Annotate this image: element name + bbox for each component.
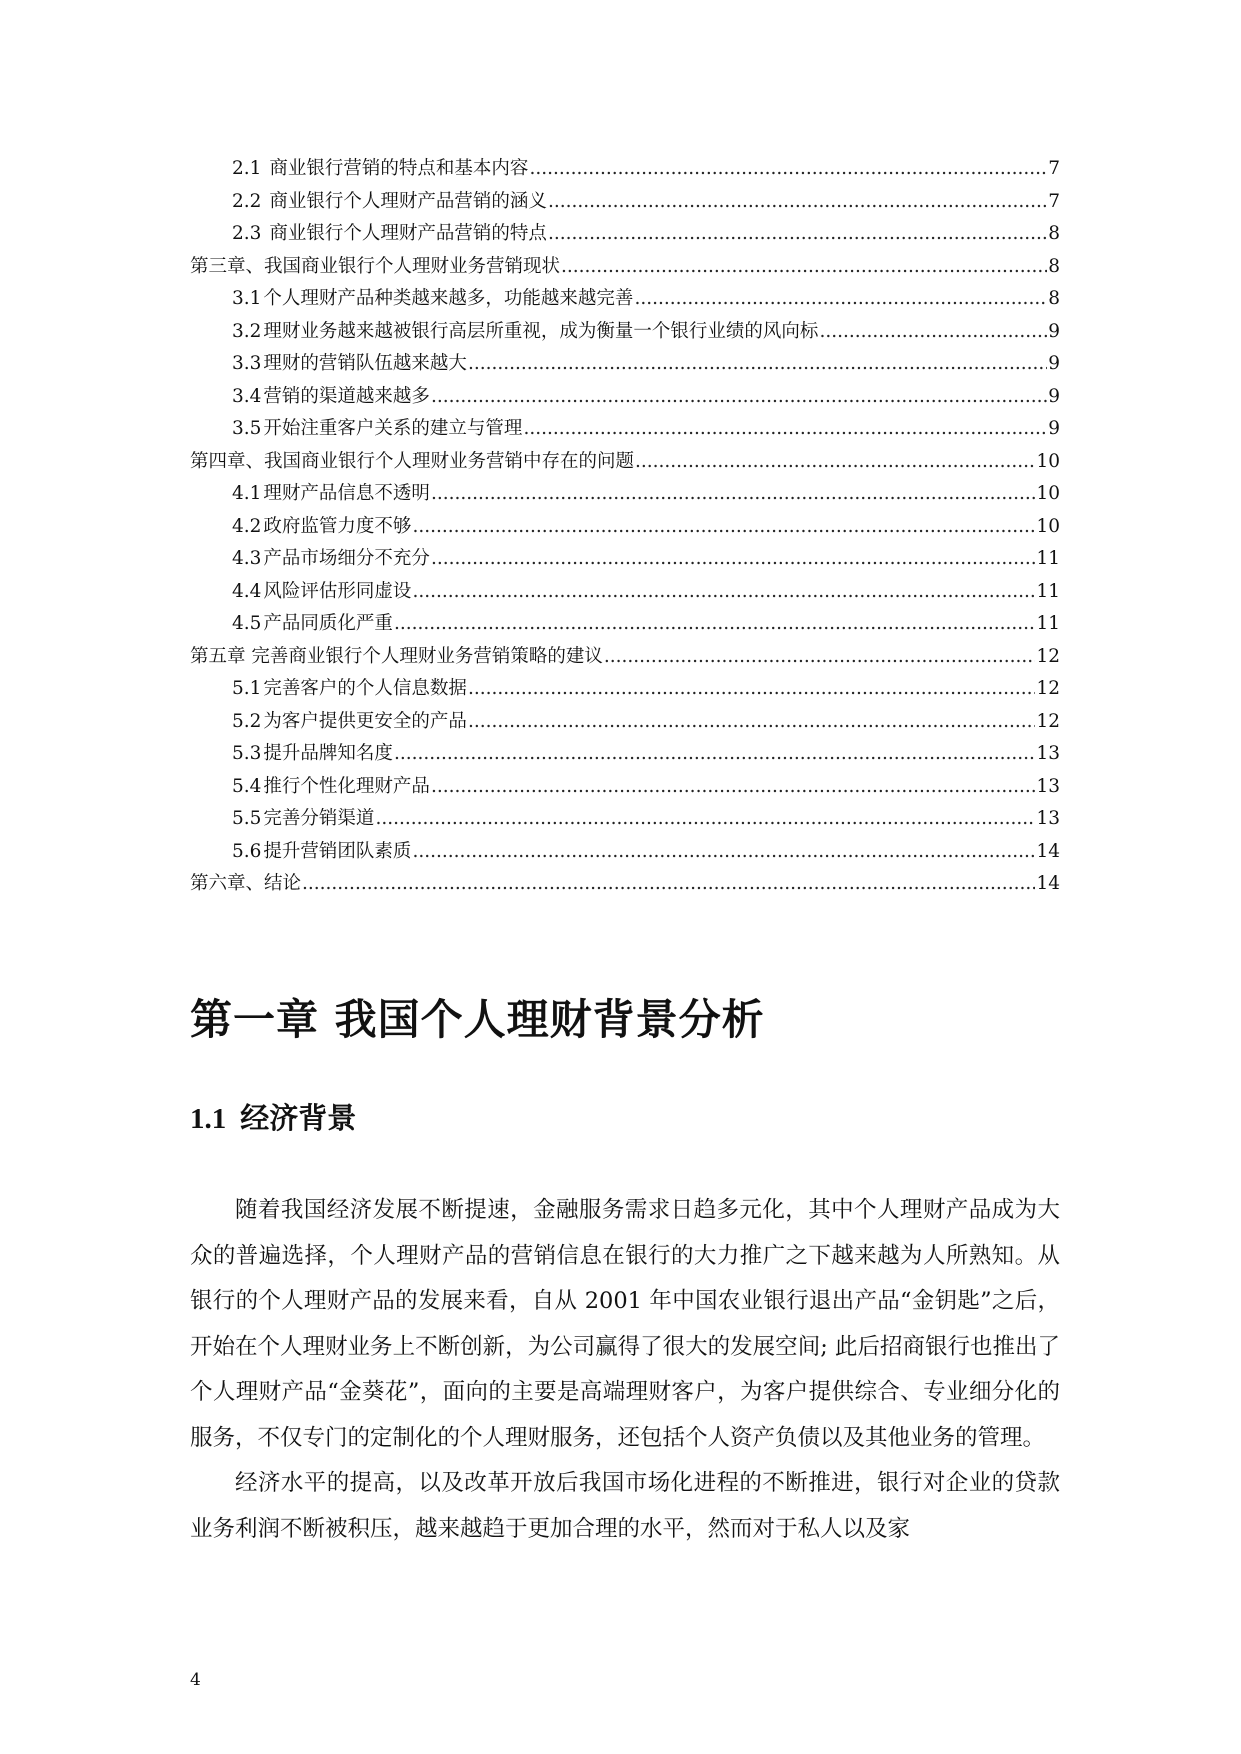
toc-dot-leader <box>431 381 1047 414</box>
toc-entry-page: 12 <box>1036 678 1060 699</box>
toc-entry[interactable] <box>190 868 1060 901</box>
section-heading-text: 经济背景 <box>240 1101 357 1135</box>
toc-entry-page: 10 <box>1036 450 1060 472</box>
toc-entry-title: 开始注重客户关系的建立与管理 <box>263 418 523 439</box>
toc-entry-title: 为客户提供更安全的产品 <box>263 710 467 732</box>
toc-entry[interactable] <box>190 446 1060 479</box>
toc-dot-leader <box>468 673 1036 706</box>
toc-entry-page: 12 <box>1036 710 1060 732</box>
toc-entry-title: 风险评估形同虚设 <box>263 580 412 602</box>
toc-entry-number: 4.4 <box>232 580 262 602</box>
table-of-contents <box>190 153 1060 901</box>
toc-entry[interactable] <box>190 153 1060 186</box>
toc-entry-number: 3.5 <box>232 418 262 439</box>
toc-entry-number: 3.1 <box>232 288 262 309</box>
toc-entry-title: 第四章、我国商业银行个人理财业务营销中存在的问题 <box>190 450 635 472</box>
toc-entry-page: 13 <box>1036 743 1060 764</box>
toc-dot-leader <box>394 608 1036 641</box>
toc-entry[interactable] <box>190 316 1060 349</box>
toc-entry[interactable] <box>190 608 1060 641</box>
toc-entry-title: 完善客户的个人信息数据 <box>263 678 467 699</box>
toc-dot-leader <box>529 153 1047 186</box>
toc-dot-leader <box>394 738 1036 771</box>
toc-dot-leader <box>412 576 1035 609</box>
toc-dot-leader <box>819 316 1047 349</box>
toc-entry[interactable] <box>190 413 1060 446</box>
toc-entry-page: 8 <box>1048 255 1060 277</box>
toc-entry-page: 9 <box>1048 385 1060 407</box>
toc-entry[interactable] <box>190 218 1060 251</box>
toc-entry[interactable] <box>190 771 1060 804</box>
toc-entry[interactable] <box>190 706 1060 739</box>
toc-entry[interactable] <box>190 511 1060 544</box>
toc-entry-title: 个人理财产品种类越来越多，功能越来越完善 <box>263 288 634 309</box>
toc-entry-title: 营销的渠道越来越多 <box>263 385 430 407</box>
toc-entry[interactable] <box>190 641 1060 674</box>
toc-entry[interactable] <box>190 738 1060 771</box>
toc-entry-title: 商业银行营销的特点和基本内容 <box>269 158 529 179</box>
toc-dot-leader <box>431 478 1036 511</box>
toc-entry[interactable] <box>190 381 1060 414</box>
toc-entry-page: 11 <box>1036 580 1060 602</box>
toc-entry-number: 4.1 <box>232 483 262 504</box>
section-number: 1.1 <box>190 1103 227 1135</box>
toc-entry-title: 第六章、结论 <box>190 873 302 894</box>
toc-entry-title: 第五章 完善商业银行个人理财业务营销策略的建议 <box>190 645 603 667</box>
toc-entry-page: 9 <box>1048 353 1060 374</box>
toc-dot-leader <box>548 186 1047 219</box>
toc-entry-title: 产品市场细分不充分 <box>263 548 430 569</box>
toc-entry-title: 完善分销渠道 <box>263 808 375 829</box>
toc-entry-number: 4.3 <box>232 548 262 569</box>
toc-entry[interactable] <box>190 803 1060 836</box>
toc-dot-leader <box>431 771 1036 804</box>
toc-entry-page: 8 <box>1048 223 1060 244</box>
paragraph: 随着我国经济发展不断提速，金融服务需求日趋多元化，其中个人理财产品成为大众的普遍选择，个人理财产品的营销信息在银行的大力推广之下越来越为人所熟知。从银行的个人理财产品的发展来看，自从 2001 年中国农业银行退出产品“金钥匙”之后，开始在个人理财业务上不断创新，为公司赢得了很大的发展空间; 此后招商银行也推出了个人理财产品“金葵花”，面向的主要是高端理财客户，为客户提供综合、专业细分化的服务，不仅专门的定制化的个人理财服务，还包括个人资产负债以及其他业务的管理。 <box>190 1197 1061 1451</box>
toc-entry-page: 9 <box>1048 320 1060 342</box>
toc-entry-title: 理财产品信息不透明 <box>263 483 430 504</box>
toc-entry-number: 3.2 <box>232 320 262 342</box>
toc-entry-page: 10 <box>1036 515 1060 537</box>
toc-entry[interactable] <box>190 186 1060 219</box>
toc-entry-number: 3.4 <box>232 385 262 407</box>
toc-dot-leader <box>635 446 1035 479</box>
toc-entry-number: 2.3 <box>232 223 262 244</box>
toc-entry-page: 13 <box>1036 775 1060 797</box>
toc-entry-title: 商业银行个人理财产品营销的涵义 <box>269 190 547 212</box>
toc-entry[interactable] <box>190 478 1060 511</box>
toc-entry-page: 13 <box>1036 808 1060 829</box>
toc-dot-leader <box>548 218 1047 251</box>
toc-entry-number: 2.2 <box>232 190 262 212</box>
toc-entry-number: 5.5 <box>232 808 262 829</box>
toc-entry[interactable] <box>190 251 1060 284</box>
toc-dot-leader <box>302 868 1035 901</box>
toc-entry-title: 提升品牌知名度 <box>263 743 393 764</box>
toc-entry-title: 商业银行个人理财产品营销的特点 <box>269 223 547 244</box>
toc-entry[interactable] <box>190 283 1060 316</box>
toc-entry-page: 11 <box>1036 548 1060 569</box>
section-title <box>190 1098 356 1139</box>
toc-entry-title: 推行个性化理财产品 <box>263 775 430 797</box>
toc-dot-leader <box>634 283 1047 316</box>
toc-entry-page: 7 <box>1048 158 1060 179</box>
toc-entry-page: 14 <box>1036 873 1060 894</box>
toc-entry-page: 8 <box>1048 288 1060 309</box>
toc-entry[interactable] <box>190 348 1060 381</box>
toc-entry-page: 14 <box>1036 840 1060 862</box>
toc-dot-leader <box>561 251 1047 284</box>
toc-entry-title: 提升营销团队素质 <box>263 840 412 862</box>
toc-entry-number: 5.1 <box>232 678 262 699</box>
toc-dot-leader <box>412 511 1035 544</box>
toc-entry-page: 7 <box>1048 190 1060 212</box>
toc-entry[interactable] <box>190 543 1060 576</box>
toc-dot-leader <box>375 803 1035 836</box>
toc-entry-page: 12 <box>1036 645 1060 667</box>
toc-dot-leader <box>468 348 1047 381</box>
toc-entry[interactable] <box>190 836 1060 869</box>
toc-entry-page: 11 <box>1036 613 1060 634</box>
toc-entry-number: 5.3 <box>232 743 262 764</box>
toc-entry-number: 4.5 <box>232 613 262 634</box>
toc-entry[interactable] <box>190 576 1060 609</box>
toc-entry-title: 理财的营销队伍越来越大 <box>263 353 467 374</box>
toc-dot-leader <box>431 543 1036 576</box>
toc-entry-number: 2.1 <box>232 158 262 179</box>
toc-entry-title: 第三章、我国商业银行个人理财业务营销现状 <box>190 255 561 277</box>
toc-entry-number: 5.4 <box>232 775 262 797</box>
toc-dot-leader <box>468 706 1036 739</box>
toc-entry[interactable] <box>190 673 1060 706</box>
chapter-title: 第一章 我国个人理财背景分析 <box>190 995 765 1044</box>
toc-entry-number: 5.2 <box>232 710 262 732</box>
toc-dot-leader <box>604 641 1036 674</box>
toc-entry-title: 产品同质化严重 <box>263 613 393 634</box>
toc-entry-page: 9 <box>1048 418 1060 439</box>
toc-dot-leader <box>523 413 1047 446</box>
body-text <box>190 1188 1060 1552</box>
toc-entry-page: 10 <box>1036 483 1060 504</box>
toc-dot-leader <box>412 836 1035 869</box>
paragraph: 经济水平的提高，以及改革开放后我国市场化进程的不断推进，银行对企业的贷款业务利润不断被积压，越来越趋于更加合理的水平，然而对于私人以及家 <box>190 1470 1060 1542</box>
toc-entry-number: 4.2 <box>232 515 262 537</box>
toc-entry-title: 政府监管力度不够 <box>263 515 412 537</box>
toc-entry-number: 5.6 <box>232 840 262 862</box>
toc-entry-title: 理财业务越来越被银行高层所重视，成为衡量一个银行业绩的风向标 <box>263 320 819 342</box>
page-number: 4 <box>190 1670 201 1690</box>
toc-entry-number: 3.3 <box>232 353 262 374</box>
